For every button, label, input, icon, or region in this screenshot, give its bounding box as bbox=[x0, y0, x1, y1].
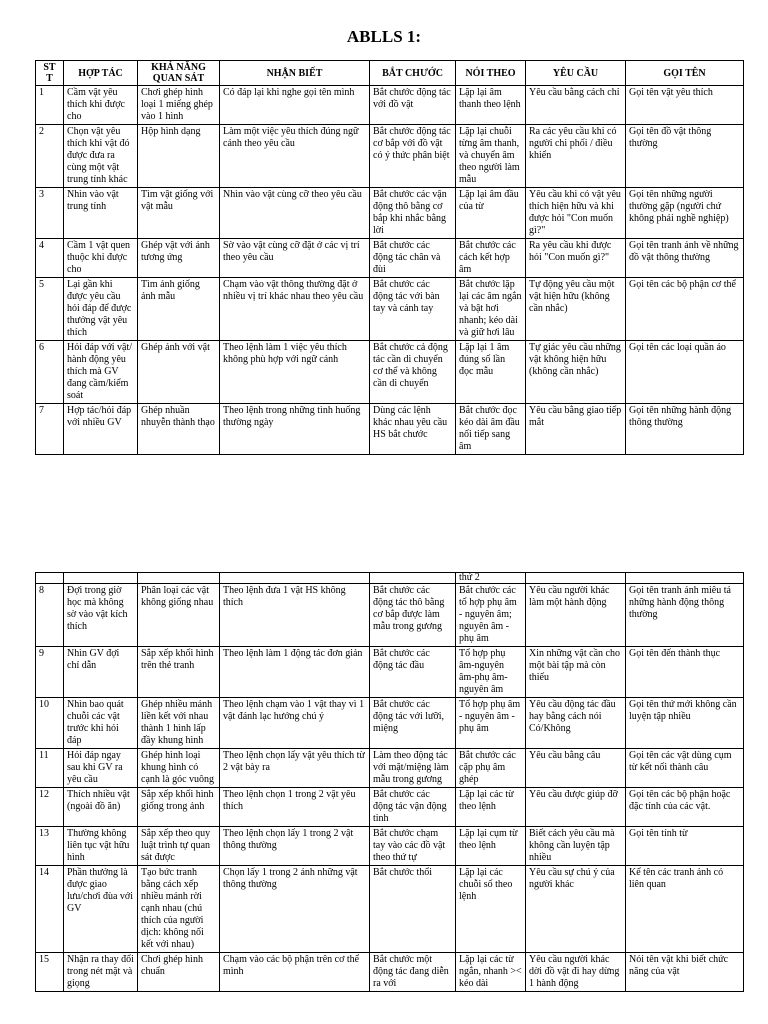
table-cell: Tổ hợp phụ âm-nguyên âm-phụ âm-nguyên âm bbox=[456, 647, 526, 698]
table-row bbox=[36, 749, 744, 788]
table-cell: 15 bbox=[36, 953, 64, 992]
skills-table-part-2 bbox=[35, 572, 744, 992]
table-cell: Theo lệnh đưa 1 vật HS không thích bbox=[220, 584, 370, 647]
table-row bbox=[36, 125, 744, 188]
table-cell: Chạm vào vật thông thường đặt ở nhiều vị trí khác nhau theo yêu cầu bbox=[220, 278, 370, 341]
table-cell: Yêu cầu bằng giao tiếp mắt bbox=[526, 404, 626, 455]
table-cell: Làm theo động tác với mặt/miệng làm mẫu trong gương bbox=[370, 749, 456, 788]
table-cell: Lặp lại âm thanh theo lệnh bbox=[456, 86, 526, 125]
table-cell: Gọi tên vật yêu thích bbox=[626, 86, 744, 125]
table-cell: Đợi trong giờ học mà không sờ vào vật kích thích bbox=[64, 584, 138, 647]
table-cell: Lặp lại các chuỗi số theo lệnh bbox=[456, 866, 526, 953]
table-cell: Lặp lại chuỗi từng âm thanh, và chuyển âm theo người làm mẫu bbox=[456, 125, 526, 188]
header-noi-theo: NÓI THEO bbox=[456, 61, 526, 86]
table-header-row bbox=[36, 61, 744, 86]
table-cell: Bắt chước các tổ hợp phụ âm - nguyên âm; nguyên âm - phụ âm bbox=[456, 584, 526, 647]
table-cell: Bắt chước các động tác thô bằng cơ bắp được làm mẫu trong gương bbox=[370, 584, 456, 647]
table-row bbox=[36, 278, 744, 341]
table-cell: Ghép hình loại khung hình có cạnh là góc vuông bbox=[138, 749, 220, 788]
table-cell: Thường không liên tục vật hữu hình bbox=[64, 827, 138, 866]
table-cell: Dùng các lệnh khác nhau yêu cầu HS bắt chước bbox=[370, 404, 456, 455]
table-cell: Gọi tên các bộ phận hoặc đặc tính của các vật. bbox=[626, 788, 744, 827]
table-cell: Gọi tên tranh ảnh về những đồ vật thông thường bbox=[626, 239, 744, 278]
header-nhan-biet: NHẬN BIẾT bbox=[220, 61, 370, 86]
table-cell: Nói tên vật khi biết chức năng của vật bbox=[626, 953, 744, 992]
table-cell: Biết cách yêu cầu mà không cần luyện tập nhiều bbox=[526, 827, 626, 866]
table-cell: 2 bbox=[36, 125, 64, 188]
table-cell: 10 bbox=[36, 698, 64, 749]
table-cell: Chọn lấy 1 trong 2 ảnh những vật thông thường bbox=[220, 866, 370, 953]
table-cell: 7 bbox=[36, 404, 64, 455]
table-cell: Yêu cầu động tác đầu hay bằng cách nói Có/Không bbox=[526, 698, 626, 749]
table-row bbox=[36, 788, 744, 827]
table-cell: Bắt chước các động tác với bàn tay và cánh tay bbox=[370, 278, 456, 341]
table-cell: Làm một việc yêu thích đúng ngữ cảnh theo yêu cầu bbox=[220, 125, 370, 188]
table-cell: Yêu cầu sự chú ý của người khác bbox=[526, 866, 626, 953]
table-cell: Bắt chước các vận động thô bằng cơ bắp khi nhắc bằng lời bbox=[370, 188, 456, 239]
table-cell: Tìm vật giống với vật mẫu bbox=[138, 188, 220, 239]
table-cell: Theo lệnh chọn 1 trong 2 vật yêu thích bbox=[220, 788, 370, 827]
table-row bbox=[36, 584, 744, 647]
table-row bbox=[36, 341, 744, 404]
table-cell: Bắt chước đọc kéo dài âm đầu nối tiếp sang âm bbox=[456, 404, 526, 455]
table-cell: Chạm vào các bộ phận trên cơ thể mình bbox=[220, 953, 370, 992]
table-cell: 13 bbox=[36, 827, 64, 866]
table-cell: Tổ hợp phụ âm - nguyên âm - phụ âm bbox=[456, 698, 526, 749]
table-cell: Sờ vào vật cùng cỡ đặt ở các vị trí theo yêu cầu bbox=[220, 239, 370, 278]
table-cell: Nhìn vào vật cùng cỡ theo yêu cầu bbox=[220, 188, 370, 239]
table-cell: Sắp xếp theo quy luật trình tự quan sát được bbox=[138, 827, 220, 866]
header-kha-nang-quan-sat: KHẢ NĂNG QUAN SÁT bbox=[138, 61, 220, 86]
header-goi-ten: GỌI TÊN bbox=[626, 61, 744, 86]
table-cell: Theo lệnh chạm vào 1 vật thay vì 1 vật đánh lạc hướng chú ý bbox=[220, 698, 370, 749]
table-row bbox=[36, 404, 744, 455]
table-cell: Gọi tên tính từ bbox=[626, 827, 744, 866]
table-cell: Bắt chước các cặp phụ âm ghép bbox=[456, 749, 526, 788]
header-bat-chuoc: BẮT CHƯỚC bbox=[370, 61, 456, 86]
table-cell: Nhìn bao quát chuỗi các vật trước khi hỏi đáp bbox=[64, 698, 138, 749]
table-cell: Nhìn GV đợi chỉ dẫn bbox=[64, 647, 138, 698]
table-cell: Lặp lại các từ ngắn, nhanh >< kéo dài bbox=[456, 953, 526, 992]
table-cell: Bắt chước động tác với đồ vật bbox=[370, 86, 456, 125]
table-cell: Sắp xếp khối hình trên thẻ tranh bbox=[138, 647, 220, 698]
table-cell: 5 bbox=[36, 278, 64, 341]
table-cell: Chọn vật yêu thích khi vật đó được đưa ra cùng một vật trung tính khác bbox=[64, 125, 138, 188]
table-cell bbox=[36, 573, 64, 584]
table-cell: Lại gần khi được yêu cầu hỏi đáp để được thưởng vật yêu thích bbox=[64, 278, 138, 341]
table-cell: 4 bbox=[36, 239, 64, 278]
table-cell: 11 bbox=[36, 749, 64, 788]
table-cell: Yêu cầu bằng câu bbox=[526, 749, 626, 788]
table-cell bbox=[526, 573, 626, 584]
table-cell: Theo lệnh chọn lấy 1 trong 2 vật thông thường bbox=[220, 827, 370, 866]
table-cell: Bắt chước chạm tay vào các đồ vật theo thứ tự bbox=[370, 827, 456, 866]
table-cell: 14 bbox=[36, 866, 64, 953]
table-cell: Lặp lại 1 âm đúng số lần đọc mẫu bbox=[456, 341, 526, 404]
table-cell: Chơi ghép hình loại 1 miếng ghép vào 1 hình bbox=[138, 86, 220, 125]
table-cell: 1 bbox=[36, 86, 64, 125]
table-cell: Gọi tên các vật dùng cụm từ kết nối thành câu bbox=[626, 749, 744, 788]
table-cell: 3 bbox=[36, 188, 64, 239]
table-cell: Ghép nhiều mảnh liền kết với nhau thành 1 hình lấp đầy khung hình bbox=[138, 698, 220, 749]
table-cell: Bắt chước các cách kết hợp âm bbox=[456, 239, 526, 278]
table-cell: Bắt chước cả động tác cần di chuyển cơ thể và không cần di chuyển bbox=[370, 341, 456, 404]
table-cell: thứ 2 bbox=[456, 573, 526, 584]
table-cell: Tự động yêu cầu một vật hiện hữu (không cần nhắc) bbox=[526, 278, 626, 341]
table-cell: Nhìn vào vật trung tính bbox=[64, 188, 138, 239]
table-cell: Phân loại các vật không giống nhau bbox=[138, 584, 220, 647]
table-cell: Cầm vật yêu thích khi được cho bbox=[64, 86, 138, 125]
table-cell: Cầm 1 vật quen thuộc khi được cho bbox=[64, 239, 138, 278]
table-cell: Gọi tên những người thường gặp (người chứ không phải nghề nghiệp) bbox=[626, 188, 744, 239]
table-cell: Phần thưởng là được giao lưu/chơi đùa với GV bbox=[64, 866, 138, 953]
table-cell: Theo lệnh trong những tình huống thường ngày bbox=[220, 404, 370, 455]
table-cell: Yêu cầu bằng cách chỉ bbox=[526, 86, 626, 125]
table-cell: Bắt chước thổi bbox=[370, 866, 456, 953]
table-cell: Ra yêu cầu khi được hỏi "Con muốn gì?" bbox=[526, 239, 626, 278]
table-cell: Chơi ghép hình chuẩn bbox=[138, 953, 220, 992]
table-cell: Yêu cầu người khác làm một hành động bbox=[526, 584, 626, 647]
table-row bbox=[36, 239, 744, 278]
table-cell: Ghép vật với ảnh tương ứng bbox=[138, 239, 220, 278]
page-title: ABLLS 1: bbox=[346, 27, 422, 46]
table-cell: Gọi tên thứ mới không cần luyện tập nhiều bbox=[626, 698, 744, 749]
table-cell: Gọi tên các loại quần áo bbox=[626, 341, 744, 404]
table-cell: Hợp tác/hỏi đáp với nhiều GV bbox=[64, 404, 138, 455]
table-cell: Yêu cầu người khác dời đồ vật đi hay dừng 1 hành động bbox=[526, 953, 626, 992]
table-cell: Tạo bức tranh bằng cách xếp nhiều mảnh rời cạnh nhau (chú thích của người dịch: không nối kết với nhau) bbox=[138, 866, 220, 953]
table-cell: Yêu cầu khi có vật yêu thích hiện hữu và khi được hỏi "Con muốn gì?" bbox=[526, 188, 626, 239]
table-cell: 12 bbox=[36, 788, 64, 827]
table-cell bbox=[370, 573, 456, 584]
table-row bbox=[36, 827, 744, 866]
table-cell: Bắt chước các động tác vận động tinh bbox=[370, 788, 456, 827]
table-row bbox=[36, 953, 744, 992]
header-stt: ST T bbox=[36, 61, 64, 86]
table-cell: Lặp lại các từ theo lệnh bbox=[456, 788, 526, 827]
table-cell: Hỏi đáp với vật/ hành động yêu thích mà GV đang cầm/kiểm soát bbox=[64, 341, 138, 404]
table-cell: Tự giác yêu cầu những vật không hiện hữu (không cần nhắc) bbox=[526, 341, 626, 404]
table-cell bbox=[64, 573, 138, 584]
table-continuation-row bbox=[36, 573, 744, 584]
table-cell: Gọi tên đến thành thục bbox=[626, 647, 744, 698]
table-cell: Tìm ảnh giống ảnh mẫu bbox=[138, 278, 220, 341]
table-cell: Hỏi đáp ngay sau khi GV ra yêu cầu bbox=[64, 749, 138, 788]
table-cell: Xin những vật cần cho một bài tập mà còn thiếu bbox=[526, 647, 626, 698]
skills-table-part-1 bbox=[35, 60, 744, 455]
table-cell: Lặp lại âm đầu của từ bbox=[456, 188, 526, 239]
table-cell: 6 bbox=[36, 341, 64, 404]
table-cell: Gọi tên các bộ phận cơ thể bbox=[626, 278, 744, 341]
table-cell: Gọi tên đồ vật thông thường bbox=[626, 125, 744, 188]
table-cell bbox=[138, 573, 220, 584]
table-cell: Có đáp lại khi nghe gọi tên mình bbox=[220, 86, 370, 125]
table-cell bbox=[220, 573, 370, 584]
table-cell: Nhận ra thay đổi trong nét mặt và giọng bbox=[64, 953, 138, 992]
table-cell: 8 bbox=[36, 584, 64, 647]
table-cell: Bắt chước các động tác chân và đùi bbox=[370, 239, 456, 278]
table-row bbox=[36, 86, 744, 125]
table-cell: Gọi tên những hành động thông thường bbox=[626, 404, 744, 455]
table-row bbox=[36, 647, 744, 698]
table-cell: Bắt chước các động tác đầu bbox=[370, 647, 456, 698]
header-yeu-cau: YÊU CẦU bbox=[526, 61, 626, 86]
table-cell: Kể tên các tranh ảnh có liên quan bbox=[626, 866, 744, 953]
table-cell: Thích nhiều vật (ngoài đồ ăn) bbox=[64, 788, 138, 827]
table-cell: Gọi tên tranh ảnh miêu tả những hành động thông thường bbox=[626, 584, 744, 647]
table-cell bbox=[626, 573, 744, 584]
table-cell: Ra các yêu cầu khi có người chi phối / điều khiển bbox=[526, 125, 626, 188]
table-row bbox=[36, 866, 744, 953]
table-row bbox=[36, 188, 744, 239]
table-cell: Theo lệnh chọn lấy vật yêu thích từ 2 vật bày ra bbox=[220, 749, 370, 788]
table-cell: Sắp xếp khối hình giống trong ảnh bbox=[138, 788, 220, 827]
table-cell: Bắt chước các động tác với lưỡi, miệng bbox=[370, 698, 456, 749]
table-cell: Theo lệnh làm 1 động tác đơn giản bbox=[220, 647, 370, 698]
table-cell: Ghép ảnh với vật bbox=[138, 341, 220, 404]
table-cell: Theo lệnh làm 1 việc yêu thích không phù hợp với ngữ cảnh bbox=[220, 341, 370, 404]
table-cell: Lặp lại cụm từ theo lệnh bbox=[456, 827, 526, 866]
table-cell: Bắt chước một động tác đang diễn ra với bbox=[370, 953, 456, 992]
table-cell: Hộp hình dạng bbox=[138, 125, 220, 188]
table-row bbox=[36, 698, 744, 749]
table-cell: Ghép nhuần nhuyễn thành thạo bbox=[138, 404, 220, 455]
header-hop-tac: HỢP TÁC bbox=[64, 61, 138, 86]
table-cell: Bắt chước lặp lại các âm ngắn và bật hơi nhanh; kéo dài và giữ hơi lâu bbox=[456, 278, 526, 341]
table-cell: Yêu cầu được giúp đỡ bbox=[526, 788, 626, 827]
table-cell: Bắt chước động tác cơ bắp với đồ vật có ý thức phân biệt bbox=[370, 125, 456, 188]
table-cell: 9 bbox=[36, 647, 64, 698]
